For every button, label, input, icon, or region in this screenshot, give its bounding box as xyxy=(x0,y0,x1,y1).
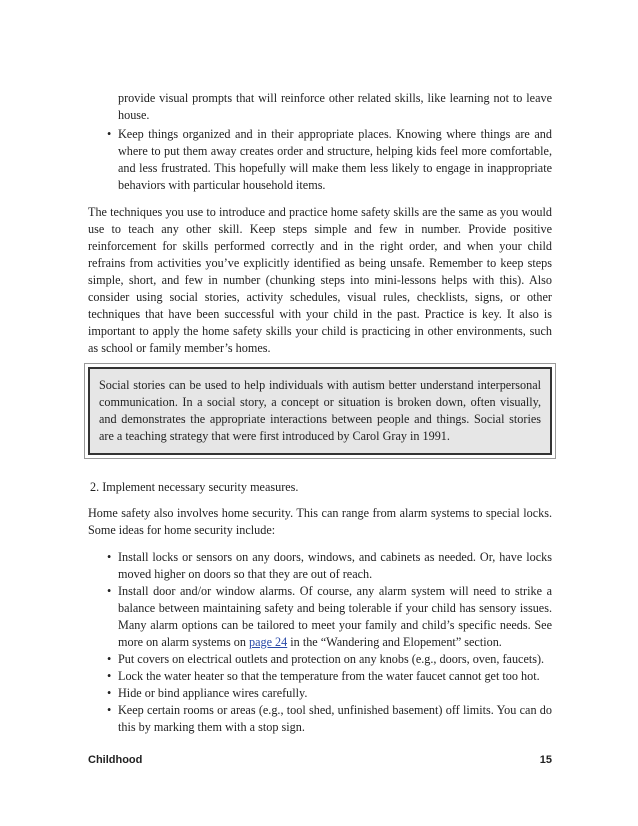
page-footer xyxy=(88,754,552,766)
section-heading: 2. Implement necessary security measures. xyxy=(90,480,299,494)
paragraph-techniques: The techniques you use to introduce and practice home safety skills are the same as you would use to teach any other skill. Keep steps simple and few in number. Provide positive reinforcement for skills performed correctly and in the right order, and when your child refrains from activities you’ve explicitly identified as being unsafe. Remember to keep steps simple, short, and few in number (chunking steps into mini-lessons helps with this). Also consider using social stories, activity schedules, visual rules, checklists, signs, or other techniques that have been successful with your child in the past. Practice is key. It also is important to apply the home safety skills your child is practicing in other environments, such as school or family member’s homes. xyxy=(88,205,552,355)
list-item: • Keep certain rooms or areas (e.g., tool shed, unfinished basement) off limits. You can do this by marking them with a stop sign. xyxy=(88,702,552,736)
footer-section-title: Childhood xyxy=(88,754,143,766)
page-number: 15 xyxy=(539,754,552,766)
top-bullet-list xyxy=(88,126,552,194)
list-item-with-link xyxy=(88,583,552,651)
security-bullet-list xyxy=(88,549,552,736)
bullet-text: in the “Wandering and Elopement” section. xyxy=(287,635,502,649)
security-intro: Home safety also involves home security. This can range from alarm systems to special locks. Some ideas for home security include: xyxy=(88,506,552,537)
bullet-continuation: provide visual prompts that will reinforce other related skills, like learning not to leave house. xyxy=(118,91,552,122)
page-24-link[interactable]: page 24 xyxy=(249,635,288,649)
list-item: • Install locks or sensors on any doors, windows, and cabinets as needed. Or, have locks moved higher on doors so that they are out of reach. xyxy=(88,549,552,583)
callout-box xyxy=(88,367,552,455)
list-item: • Lock the water heater so that the temperature from the water faucet cannot get too hot. xyxy=(88,668,552,685)
bullet-text: Install door and/or window alarms. Of course, any alarm system will need to strike a balance between maintaining safety and being tolerable if your child has sensory issues. Many alarm options can be tailored to meet your family and child’s specific needs. See more on alarm systems on xyxy=(118,584,552,649)
list-item: • Put covers on electrical outlets and protection on any knobs (e.g., doors, oven, faucets). xyxy=(88,651,552,668)
page-body xyxy=(88,90,552,736)
callout-text: Social stories can be used to help individuals with autism better understand interpersonal communication. In a social story, a concept or situation is broken down, often visually, and demonstrates the appropriate interactions between people and things. Social stories are a teaching strategy that were first introduced by Carol Gray in 1991. xyxy=(99,378,541,443)
list-item: • Keep things organized and in their appropriate places. Knowing where things are and where to put them away creates order and structure, helping kids feel more comfortable, and less frustrated. This hopefully will make them less likely to engage in inappropriate behaviors with particular household items. xyxy=(88,126,552,194)
list-item: • Hide or bind appliance wires carefully. xyxy=(88,685,552,702)
